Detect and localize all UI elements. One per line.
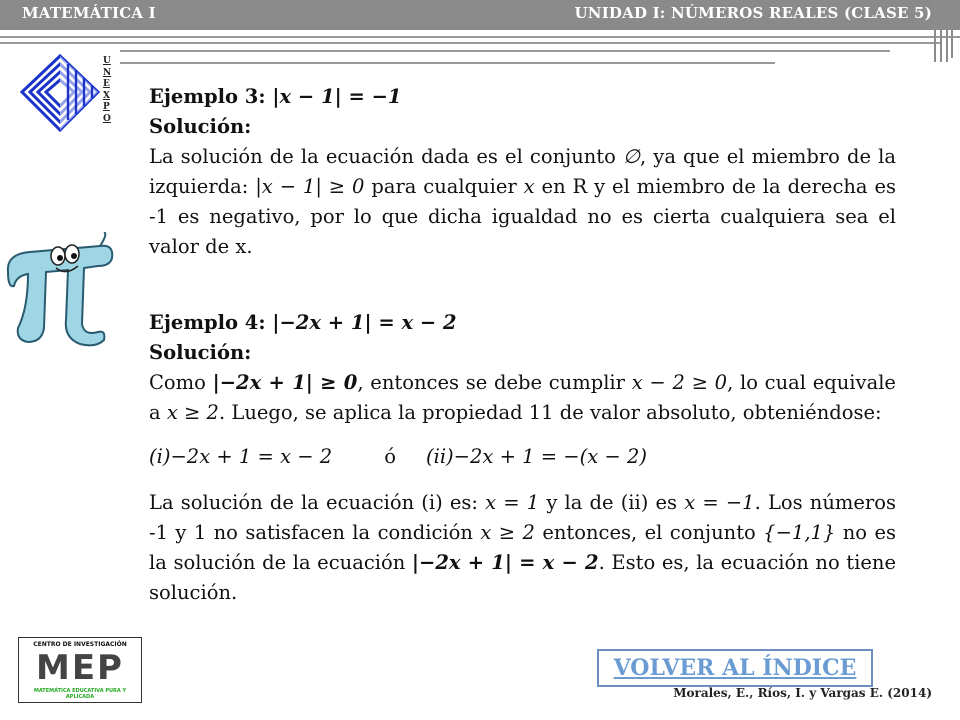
author-credit: Morales, E., Ríos, I. y Vargas E. (2014) [673,686,932,700]
course-title: MATEMÁTICA I [22,4,156,22]
mep-label-bottom: MATEMÁTICA EDUCATIVA PURA Y APLICADA [33,688,127,700]
unexpo-letters: U N E X P O [103,56,112,124]
divider-rule [120,62,775,64]
example3-paragraph: La solución de la ecuación dada es el conjunto ∅, ya que el miembro de la izquierda: |x − 1| ≥ 0 para cualquier x en R y el miembro de la derecha es -1 es negativo, por lo que dicha igualdad no es cierta cualquiera sea el valor de x. [149,145,897,258]
volver-al-indice-button[interactable]: VOLVER AL ÍNDICE [597,649,873,687]
divider-rule [120,50,890,52]
divider-rule [0,42,940,44]
example4-title: Ejemplo 4: |−2x + 1| = x − 2 [149,311,457,334]
example3-solution-label: Solución: [149,115,252,138]
example4-solution-label: Solución: [149,341,252,364]
example3-title: Ejemplo 3: |x − 1| = −1 [149,85,402,108]
mep-letters: MEP [36,648,124,688]
unit-title: UNIDAD I: NÚMEROS REALES (CLASE 5) [574,4,932,22]
example4-paragraph-2: La solución de la ecuación (i) es: x = 1 y la de (ii) es x = −1. Los números -1 y 1 no satisfacen la condición x ≥ 2 entonces, el conjunto {−1,1} no es la solución de la ecuación |−2x + 1| = x − 2. Esto es, la ecuación no tiene solución. [149,491,897,604]
example4-equations: (i)−2x + 1 = x − 2 ó (ii)−2x + 1 = −(x − 2) [149,445,647,468]
example4-paragraph-1: Como |−2x + 1| ≥ 0, entonces se debe cumplir x − 2 ≥ 0, lo cual equivale a x ≥ 2. Luego, se aplica la propiedad 11 de valor absoluto, obteniéndose: [149,371,896,424]
pi-character-illustration [0,232,118,350]
decorative-bars [934,0,954,62]
divider-rule [0,36,960,38]
main-content [149,82,896,608]
header-bar [0,0,960,30]
mep-logo [18,637,142,703]
mep-label-top: CENTRO DE INVESTIGACIÓN [33,641,127,648]
